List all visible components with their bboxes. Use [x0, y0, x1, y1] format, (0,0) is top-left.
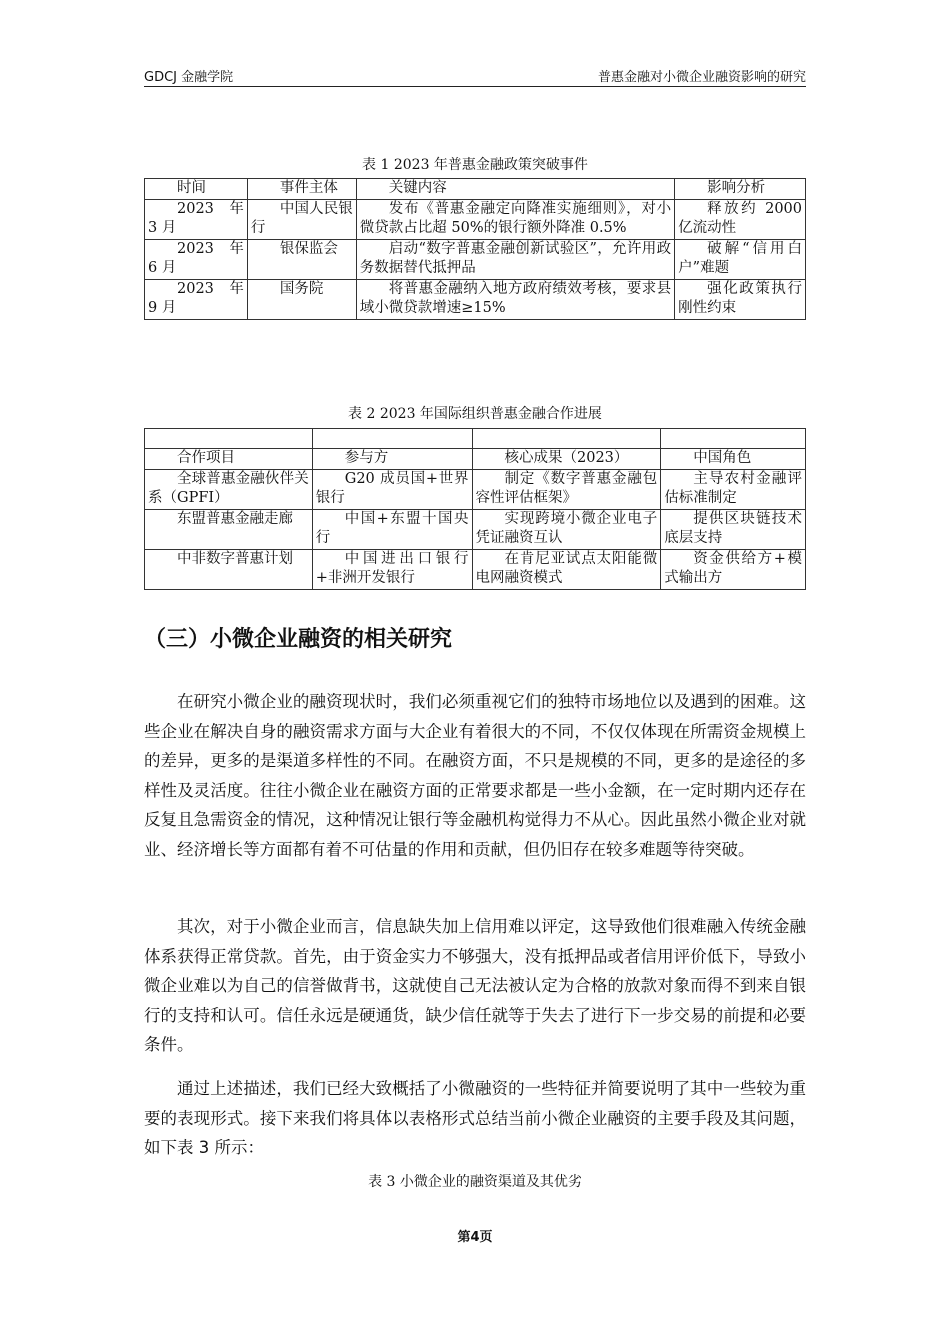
- body-paragraph: 在研究小微企业的融资现状时，我们必须重视它们的独特市场地位以及遇到的困难。这些企业在解决自身的融资需求方面与大企业有着很大的不同，不仅仅体现在所需资金规模上的差异，更多的是渠道多样性的不同。在融资方面，不只是规模的不同，更多的是途径的多样性及灵活度。往往小微企业在融资方面的正常要求都是一些小金额，在一定时期内还存在反复且急需资金的情况，这种情况让银行等金融机构觉得力不从心。因此虽然小微企业对就业、经济增长等方面都有着不可估量的作用和贡献，但仍旧存在较多难题等待突破。: [144, 692, 806, 859]
- table-row: [145, 469, 806, 509]
- table-cell: 实现跨境小微企业电子凭证融资互认: [472, 509, 661, 549]
- body-paragraph: 通过上述描述，我们已经大致概括了小微融资的一些特征并简要说明了其中一些较为重要的表现形式。接下来我们将具体以表格形式总结当前小微企业融资的主要手段及其问题，如下表 3 所示：: [144, 1079, 806, 1157]
- table-cell: 释放约 2000 亿流动性: [675, 199, 806, 239]
- table-header-cell: 影响分析: [675, 179, 806, 200]
- table-cell: [312, 429, 472, 449]
- table-header-cell: 核心成果（2023）: [472, 449, 661, 470]
- table-header-row: [145, 449, 806, 470]
- table-cell: 中非数字普惠计划: [145, 549, 313, 589]
- table-row: [145, 279, 806, 319]
- table1-caption: 表 1 2023 年普惠金融政策突破事件: [362, 157, 588, 173]
- table1: [144, 178, 806, 320]
- table-header-row: [145, 179, 806, 200]
- table-cell: 国务院: [247, 279, 356, 319]
- table-row: [145, 549, 806, 589]
- table2: [144, 428, 806, 590]
- table-row: [145, 509, 806, 549]
- table-cell: 制定《数字普惠金融包容性评估框架》: [472, 469, 661, 509]
- table-cell: 主导农村金融评估标准制定: [661, 469, 806, 509]
- table-cell: 提供区块链技术底层支持: [661, 509, 806, 549]
- table-cell: 破解“信用白户”难题: [675, 239, 806, 279]
- page-header: [144, 66, 806, 87]
- table-header-cell: 合作项目: [145, 449, 313, 470]
- table-cell: [472, 429, 661, 449]
- table-cell: 中国进出口银行+非洲开发银行: [312, 549, 472, 589]
- table-cell: [661, 429, 806, 449]
- table-header-cell: 中国角色: [661, 449, 806, 470]
- table-header-cell: 关键内容: [356, 179, 674, 200]
- table-cell: 2023 年 6 月: [145, 239, 248, 279]
- page-number: 第4页: [457, 1230, 493, 1245]
- table-cell: 启动“数字普惠金融创新试验区”，允许用政务数据替代抵押品: [356, 239, 674, 279]
- table3-caption: 表 3 小微企业的融资渠道及其优劣: [368, 1174, 582, 1190]
- table-cell: 中国+东盟十国央行: [312, 509, 472, 549]
- header-institution: GDCJ 金融学院: [144, 70, 234, 85]
- table-header-cell: 参与方: [312, 449, 472, 470]
- header-title: 普惠金融对小微企业融资影响的研究: [597, 70, 806, 85]
- table-cell: 全球普惠金融伙伴关系（GPFI）: [145, 469, 313, 509]
- table-cell: G20 成员国+世界银行: [312, 469, 472, 509]
- table-cell: 发布《普惠金融定向降准实施细则》，对小微贷款占比超 50%的银行额外降准 0.5%: [356, 199, 674, 239]
- table-cell: 在肯尼亚试点太阳能微电网融资模式: [472, 549, 661, 589]
- table-header-cell: 时间: [145, 179, 248, 200]
- table-cell: 银保监会: [247, 239, 356, 279]
- table2-caption: 表 2 2023 年国际组织普惠金融合作进展: [348, 406, 602, 422]
- table-cell: 2023 年 3 月: [145, 199, 248, 239]
- table-cell: 资金供给方+模式输出方: [661, 549, 806, 589]
- table-empty-row: [145, 429, 806, 449]
- table-cell: 中国人民银行: [247, 199, 356, 239]
- table-row: [145, 239, 806, 279]
- table-cell: 将普惠金融纳入地方政府绩效考核，要求县域小微贷款增速≥15%: [356, 279, 674, 319]
- section-heading: （三）小微企业融资的相关研究: [144, 627, 453, 652]
- table-row: [145, 199, 806, 239]
- table-cell: 2023 年 9 月: [145, 279, 248, 319]
- table-cell: 东盟普惠金融走廊: [145, 509, 313, 549]
- body-paragraph: 其次，对于小微企业而言，信息缺失加上信用难以评定，这导致他们很难融入传统金融体系获得正常贷款。首先，由于资金实力不够强大，没有抵押品或者信用评价低下，导致小微企业难以为自己的信誉做背书，这就使自己无法被认定为合格的放款对象而得不到来自银行的支持和认可。信任永远是硬通货，缺少信任就等于失去了进行下一步交易的前提和必要条件。: [144, 917, 806, 1054]
- table-cell: 强化政策执行刚性约束: [675, 279, 806, 319]
- table-cell: [145, 429, 313, 449]
- table-header-cell: 事件主体: [247, 179, 356, 200]
